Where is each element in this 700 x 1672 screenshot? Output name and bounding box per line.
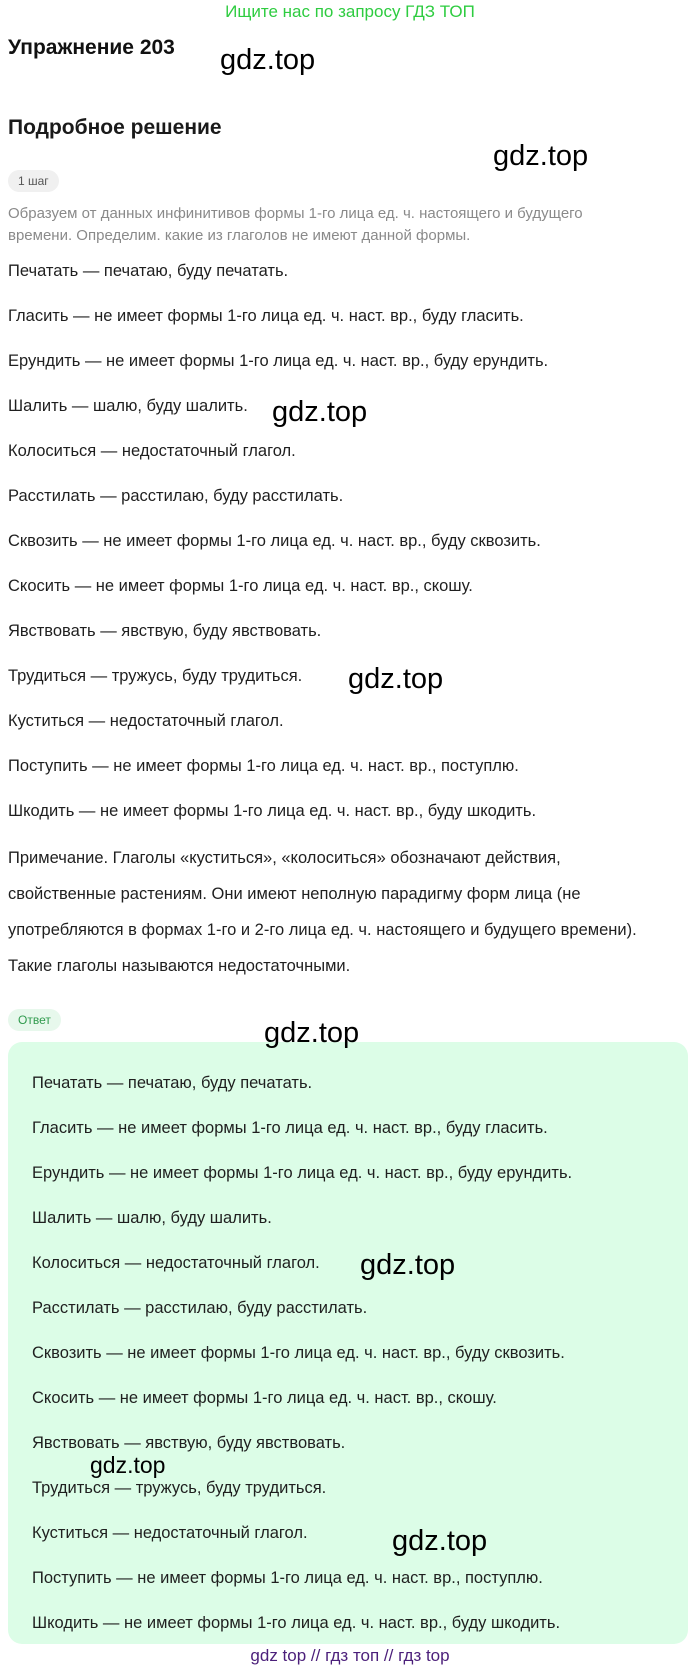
solution-line: Поступить — не имеет формы 1-го лица ед. ч. наст. вр., поступлю. (8, 757, 519, 775)
watermark: gdz.top (360, 1249, 456, 1281)
solution-line: Гласить — не имеет формы 1-го лица ед. ч. наст. вр., буду гласить. (8, 307, 524, 325)
section-title: Подробное решение (8, 116, 222, 139)
footer-links: gdz top // гдз топ // гдз top (250, 1646, 450, 1665)
solution-line: Трудиться — тружусь, буду трудиться. (8, 667, 303, 685)
solution-line: Ерундить — не имеет формы 1-го лица ед. ч. наст. вр., буду ерундить. (8, 352, 549, 370)
answer-line: Поступить — не имеет формы 1-го лица ед. ч. наст. вр., поступлю. (32, 1569, 543, 1587)
answer-line: Ерундить — не имеет формы 1-го лица ед. ч. наст. вр., буду ерундить. (32, 1164, 573, 1182)
answer-line: Гласить — не имеет формы 1-го лица ед. ч. наст. вр., буду гласить. (32, 1119, 548, 1137)
answer-line: Трудиться — тружусь, буду трудиться. (32, 1479, 327, 1497)
answer-badge: Ответ (8, 1009, 61, 1031)
watermark: gdz.top (264, 1017, 360, 1049)
solution-line: Расстилать — расстилаю, буду расстилать. (8, 487, 344, 505)
solution-line: Сквозить — не имеет формы 1-го лица ед. ч. наст. вр., буду сквозить. (8, 532, 541, 550)
step-intro: Образуем от данных инфинитивов формы 1-го лица ед. ч. настоящего и будущего времени. Определим. какие из глаголов не имеют данной формы. (8, 205, 583, 244)
answer-line: Печатать — печатаю, буду печатать. (32, 1074, 313, 1092)
answer-line: Скосить — не имеет формы 1-го лица ед. ч. наст. вр., скошу. (32, 1389, 497, 1407)
watermark: gdz.top (220, 44, 316, 76)
watermark: gdz.top (493, 140, 589, 172)
watermark: gdz.top (392, 1525, 488, 1557)
solution-line: Скосить — не имеет формы 1-го лица ед. ч. наст. вр., скошу. (8, 577, 473, 595)
answer-line: Сквозить — не имеет формы 1-го лица ед. ч. наст. вр., буду сквозить. (32, 1344, 565, 1362)
solution-line: Шкодить — не имеет формы 1-го лица ед. ч. наст. вр., буду шкодить. (8, 802, 537, 820)
answer-line: Расстилать — расстилаю, буду расстилать. (32, 1299, 368, 1317)
solution-line: Печатать — печатаю, буду печатать. (8, 262, 289, 280)
search-banner: Ищите нас по запросу ГДЗ ТОП (225, 2, 475, 21)
solution-line: Колоситься — недостаточный глагол. (8, 442, 296, 460)
answer-line: Куститься — недостаточный глагол. (32, 1524, 308, 1542)
exercise-title: Упражнение 203 (8, 36, 175, 59)
answer-line: Шкодить — не имеет формы 1-го лица ед. ч. наст. вр., буду шкодить. (32, 1614, 561, 1632)
step-badge: 1 шаг (8, 170, 59, 192)
answer-line: Колоситься — недостаточный глагол. (32, 1254, 320, 1272)
solution-line: Куститься — недостаточный глагол. (8, 712, 284, 730)
watermark: gdz.top (348, 663, 444, 695)
solution-line: Шалить — шалю, буду шалить. (8, 397, 248, 415)
watermark: gdz.top (90, 1452, 166, 1478)
answer-line: Явствовать — явствую, буду явствовать. (32, 1434, 346, 1452)
note-paragraph: Примечание. Глаголы «куститься», «колоситься» обозначают действия, свойственные растениям. Они имеют неполную парадигму форм лица (не употребляются в формах 1-го и 2-го лица ед. ч. настоящего и будущего времени). Такие глаголы называются недостаточными. (8, 849, 637, 975)
answer-line: Шалить — шалю, буду шалить. (32, 1209, 272, 1227)
watermark: gdz.top (272, 396, 368, 428)
solution-line: Явствовать — явствую, буду явствовать. (8, 622, 322, 640)
